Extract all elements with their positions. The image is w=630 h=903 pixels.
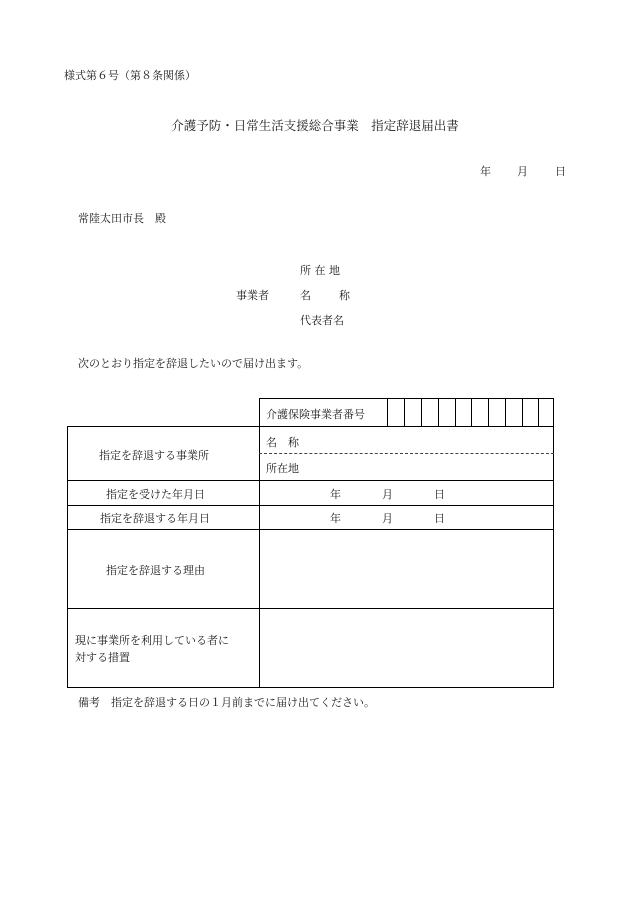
insurer-number-digit-2[interactable] bbox=[404, 399, 405, 427]
withdrawal-date-year: 年 bbox=[330, 512, 341, 525]
remarks-note: 備考 指定を辞退する日の１月前までに届け出てください。 bbox=[78, 696, 375, 709]
date-year-label: 年 bbox=[480, 165, 491, 178]
reason-label: 指定を辞退する理由 bbox=[106, 564, 205, 577]
reason-field[interactable] bbox=[260, 530, 553, 607]
insurer-number-digit-8[interactable] bbox=[505, 399, 506, 427]
office-name-label: 名 称 bbox=[266, 436, 299, 449]
insurer-number-digit-7[interactable] bbox=[488, 399, 489, 427]
withdrawal-date-label: 指定を辞退する年月日 bbox=[100, 512, 210, 525]
insurer-number-digit-10[interactable] bbox=[538, 399, 539, 427]
insurer-number-digit-6[interactable] bbox=[471, 399, 472, 427]
designated-date-year: 年 bbox=[330, 488, 341, 501]
measures-label-line1: 現に事業所を利用している者に bbox=[75, 634, 229, 647]
measures-field[interactable] bbox=[260, 609, 553, 687]
designated-date-label: 指定を受けた年月日 bbox=[106, 488, 205, 501]
intro-text: 次のとおり指定を辞退したいので届け出ます。 bbox=[78, 357, 309, 370]
office-label: 指定を辞退する事業所 bbox=[99, 449, 209, 462]
form-number: 様式第６号（第８条関係） bbox=[64, 69, 196, 82]
applicant-name-label-2: 称 bbox=[339, 289, 350, 302]
insurer-number-row bbox=[259, 398, 554, 427]
insurer-number-label: 介護保険事業者番号 bbox=[266, 408, 365, 421]
withdrawal-date-month: 月 bbox=[382, 512, 393, 525]
withdrawal-table bbox=[67, 426, 554, 688]
designated-date-month: 月 bbox=[382, 488, 393, 501]
measures-label-line2: 対する措置 bbox=[75, 651, 130, 664]
insurer-number-digit-9[interactable] bbox=[522, 399, 523, 427]
addressee: 常陸太田市長 殿 bbox=[78, 212, 166, 225]
applicant-representative-label: 代表者名 bbox=[300, 314, 344, 327]
insurer-number-digit-3[interactable] bbox=[421, 399, 422, 427]
insurer-number-digit-1[interactable] bbox=[387, 399, 388, 427]
applicant-group-label: 事業者 bbox=[236, 289, 269, 302]
withdrawal-date-day: 日 bbox=[434, 512, 445, 525]
date-month-label: 月 bbox=[517, 165, 528, 178]
office-address-label: 所在地 bbox=[266, 462, 299, 475]
applicant-name-label-1: 名 bbox=[300, 289, 311, 302]
insurer-number-digit-5[interactable] bbox=[455, 399, 456, 427]
date-day-label: 日 bbox=[555, 165, 566, 178]
insurer-number-digit-4[interactable] bbox=[438, 399, 439, 427]
designated-date-day: 日 bbox=[434, 488, 445, 501]
applicant-address-label: 所 在 地 bbox=[300, 264, 340, 277]
document-title: 介護予防・日常生活支援総合事業 指定辞退届出書 bbox=[171, 118, 459, 133]
